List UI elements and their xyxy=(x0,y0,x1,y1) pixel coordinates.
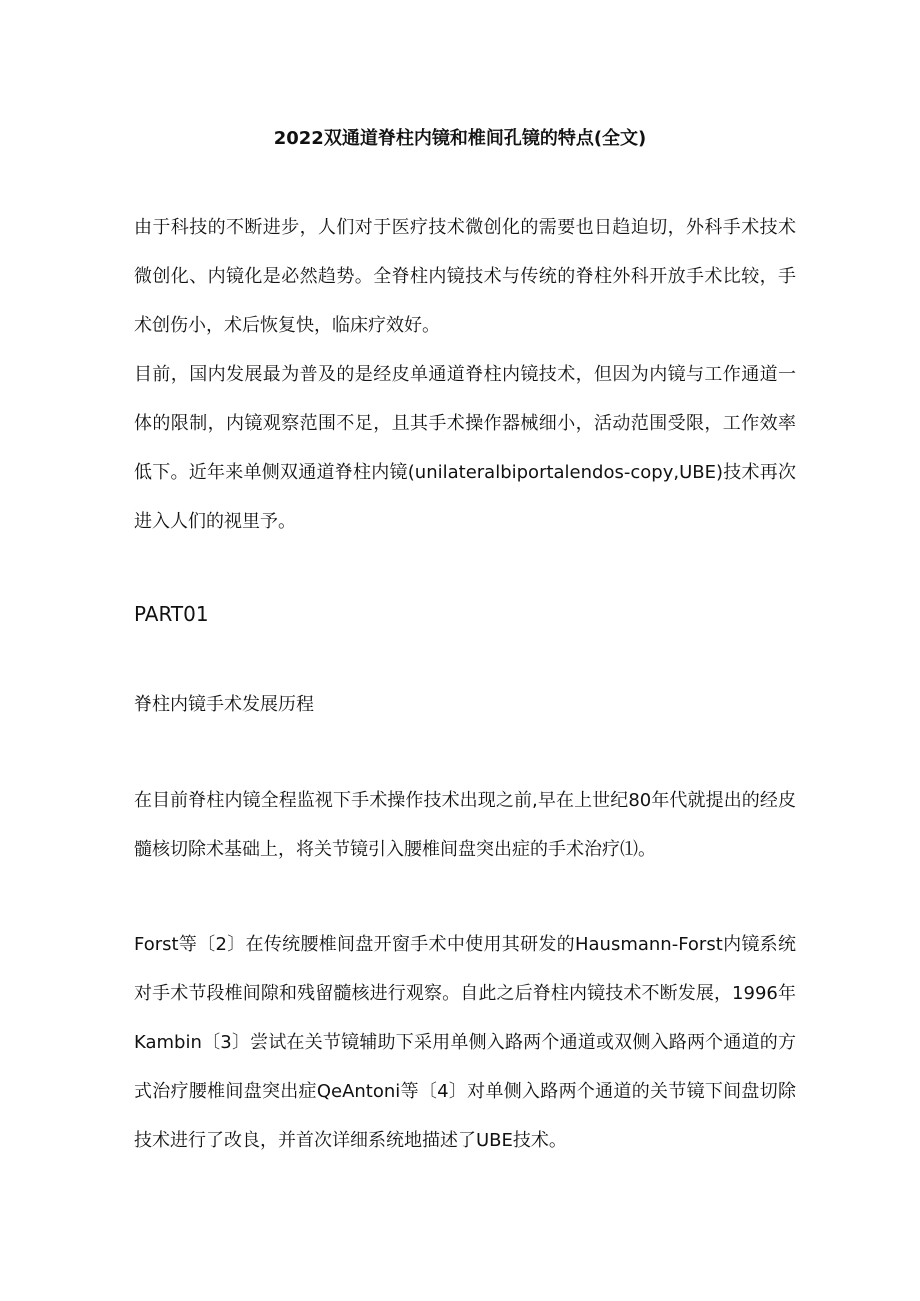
history-paragraph-2: Forst等〔2〕在传统腰椎间盘开窗手术中使用其研发的Hausmann-Forst内镜系统对手术节段椎间隙和残留髓核进行观察。自此之后脊柱内镜技术不断发展，1996年Kambin〔3〕尝试在关节镜辅助下采用单侧入路两个通道或双侧入路两个通道的方式治疗腰椎间盘突出症QeAntoni等〔4〕对单侧入路两个通道的关节镜下间盘切除技术进行了改良，并首次详细系统地描述了UBE技术。 xyxy=(134,934,796,1151)
history-paragraph-1: 在目前脊柱内镜全程监视下手术操作技术出现之前,早在上世纪80年代就提出的经皮髓核切除术基础上，将关节镜引入腰椎间盘突出症的手术治疗⑴。 xyxy=(134,790,796,860)
section-label: PART01 xyxy=(134,602,209,626)
document-title: 2022双通道脊柱内镜和椎间孔镜的特点(全文) xyxy=(273,128,647,149)
intro-paragraph-2: 目前，国内发展最为普及的是经皮单通道脊柱内镜技术，但因为内镜与工作通道一体的限制，内镜观察范围不足，且其手术操作器械细小，活动范围受限，工作效率低下。近年来单侧双通道脊柱内镜(unilateralbiportalendos-copy,UBE)技术再次进入人们的视里予。 xyxy=(134,364,796,532)
intro-paragraph-1: 由于科技的不断进步，人们对于医疗技术微创化的需要也日趋迫切，外科手术技术微创化、内镜化是必然趋势。全脊柱内镜技术与传统的脊柱外科开放手术比较，手术创伤小，术后恢复快，临床疗效好。 xyxy=(134,217,796,336)
section-heading: 脊柱内镜手术发展历程 xyxy=(134,694,314,715)
